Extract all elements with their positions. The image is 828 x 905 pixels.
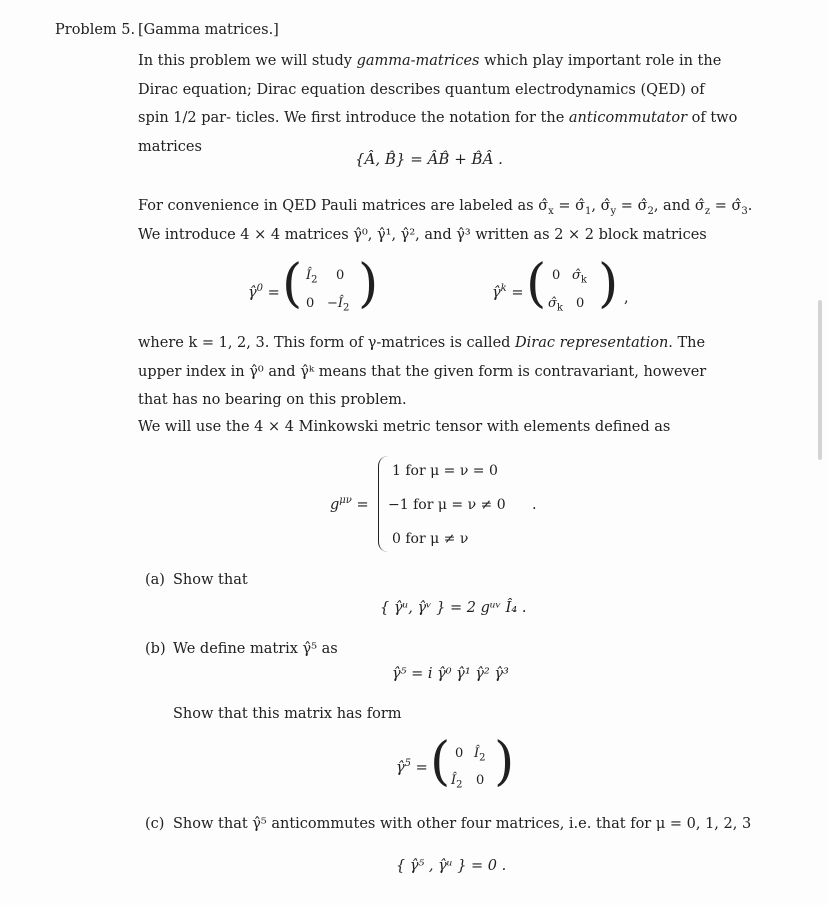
part-c-text: Show that γ̂⁵ anticommutes with other four matrices, i.e. that for μ = 0, 1, 2, 3 xyxy=(173,816,752,832)
gamma0-left-paren: ( xyxy=(282,254,303,314)
gammak-a21: $\sigmâ_k$ xyxy=(548,296,563,314)
gamma0-a22: $-Î_2$ xyxy=(327,296,350,314)
part-b-text: We define matrix γ̂⁵ as xyxy=(173,641,338,657)
gamma-intro-sentence: We introduce 4 × 4 matrices γ̂⁰, γ̂¹, γ̂², and γ̂³ written as 2 × 2 block matrices xyxy=(138,227,707,243)
part-a-label: (a) xyxy=(145,572,165,588)
gammak-left-paren: ( xyxy=(526,254,547,314)
gamma0-lhs: γ̂$^0$ = xyxy=(248,283,280,301)
metric-case-2: −1 for μ = ν ≠ 0 xyxy=(388,497,506,513)
dirac-paragraph: where k = 1, 2, 3. This form of γ-matrices is called Dirac representation. The upper index in γ̂⁰ and γ̂ᵏ means that the given form is contravariant, however that has no bearing on this problem. xyxy=(138,335,707,408)
anticommutator-term: anticommutator xyxy=(568,110,688,126)
dirac-representation-term: Dirac representation xyxy=(515,335,669,351)
part-a-equation: { γ̂ᵘ, γ̂ᵛ } = 2 gᵘᵛ Î₄ . xyxy=(380,600,527,616)
intro-paragraph: In this problem we will study gamma-matrices which play important role in the Dirac equation; Dirac equation describes quantum electrodynamics (QED) of spin 1/2 par- ticles. We first introduce the notation for the anticommutator of two matrices xyxy=(138,53,738,155)
gammak-trailing-comma: , xyxy=(624,290,629,306)
gamma5-a11: 0 xyxy=(455,746,464,761)
problem-number: Problem 5. xyxy=(55,22,136,38)
gammak-a12: $\sigmâ_k$ xyxy=(572,268,587,286)
anticommutator-equation: {Â, B̂} = ÂB̂ + B̂Â . xyxy=(355,150,503,168)
metric-case-1: 1 for μ = ν = 0 xyxy=(392,463,498,479)
part-a-text: Show that xyxy=(173,572,248,588)
gamma5-a22: 0 xyxy=(476,773,485,788)
metric-trailing-period: . xyxy=(532,497,537,513)
gamma0-a12: 0 xyxy=(336,268,345,283)
gamma5-right-paren: ) xyxy=(494,732,515,792)
gammak-a11: 0 xyxy=(552,268,561,283)
gamma5-lhs: γ̂$^5$ = xyxy=(396,758,428,776)
part-c-label: (c) xyxy=(145,816,165,832)
gamma5-a21: $Î_2$ xyxy=(451,773,463,791)
pauli-sentence: For convenience in QED Pauli matrices are labeled as $\sigmâ_x$ = $\sigmâ_1$, $\sigmâ_y$ = $\sigmâ_2$, and $\sigmâ_z$ = $\sigmâ_3$. xyxy=(138,198,753,217)
gamma0-a21: 0 xyxy=(306,296,315,311)
gammak-lhs: γ̂$^k$ = xyxy=(492,283,524,301)
gamma5-a12: $Î_2$ xyxy=(474,746,486,764)
part-b-label: (b) xyxy=(145,641,166,657)
part-b-text-2: Show that this matrix has form xyxy=(173,706,402,722)
vertical-scrollbar[interactable] xyxy=(818,300,822,460)
gamma5-left-paren: ( xyxy=(430,732,451,792)
gamma-matrices-term: gamma-matrices xyxy=(356,53,480,69)
gammak-right-paren: ) xyxy=(598,254,619,314)
gamma0-a11: $Î_2$ xyxy=(306,268,318,286)
part-c-equation: { γ̂⁵ , γ̂ᵘ } = 0 . xyxy=(396,858,507,874)
minkowski-sentence: We will use the 4 × 4 Minkowski metric tensor with elements defined as xyxy=(138,419,671,435)
problem-title: [Gamma matrices.] xyxy=(138,22,279,38)
metric-lhs: $g^{\mu\nu}$ = xyxy=(330,495,369,513)
part-b-equation: γ̂⁵ = i γ̂⁰ γ̂¹ γ̂² γ̂³ xyxy=(392,666,509,682)
gamma0-right-paren: ) xyxy=(358,254,379,314)
metric-case-3: 0 for μ ≠ ν xyxy=(392,531,469,547)
gammak-a22: 0 xyxy=(576,296,585,311)
